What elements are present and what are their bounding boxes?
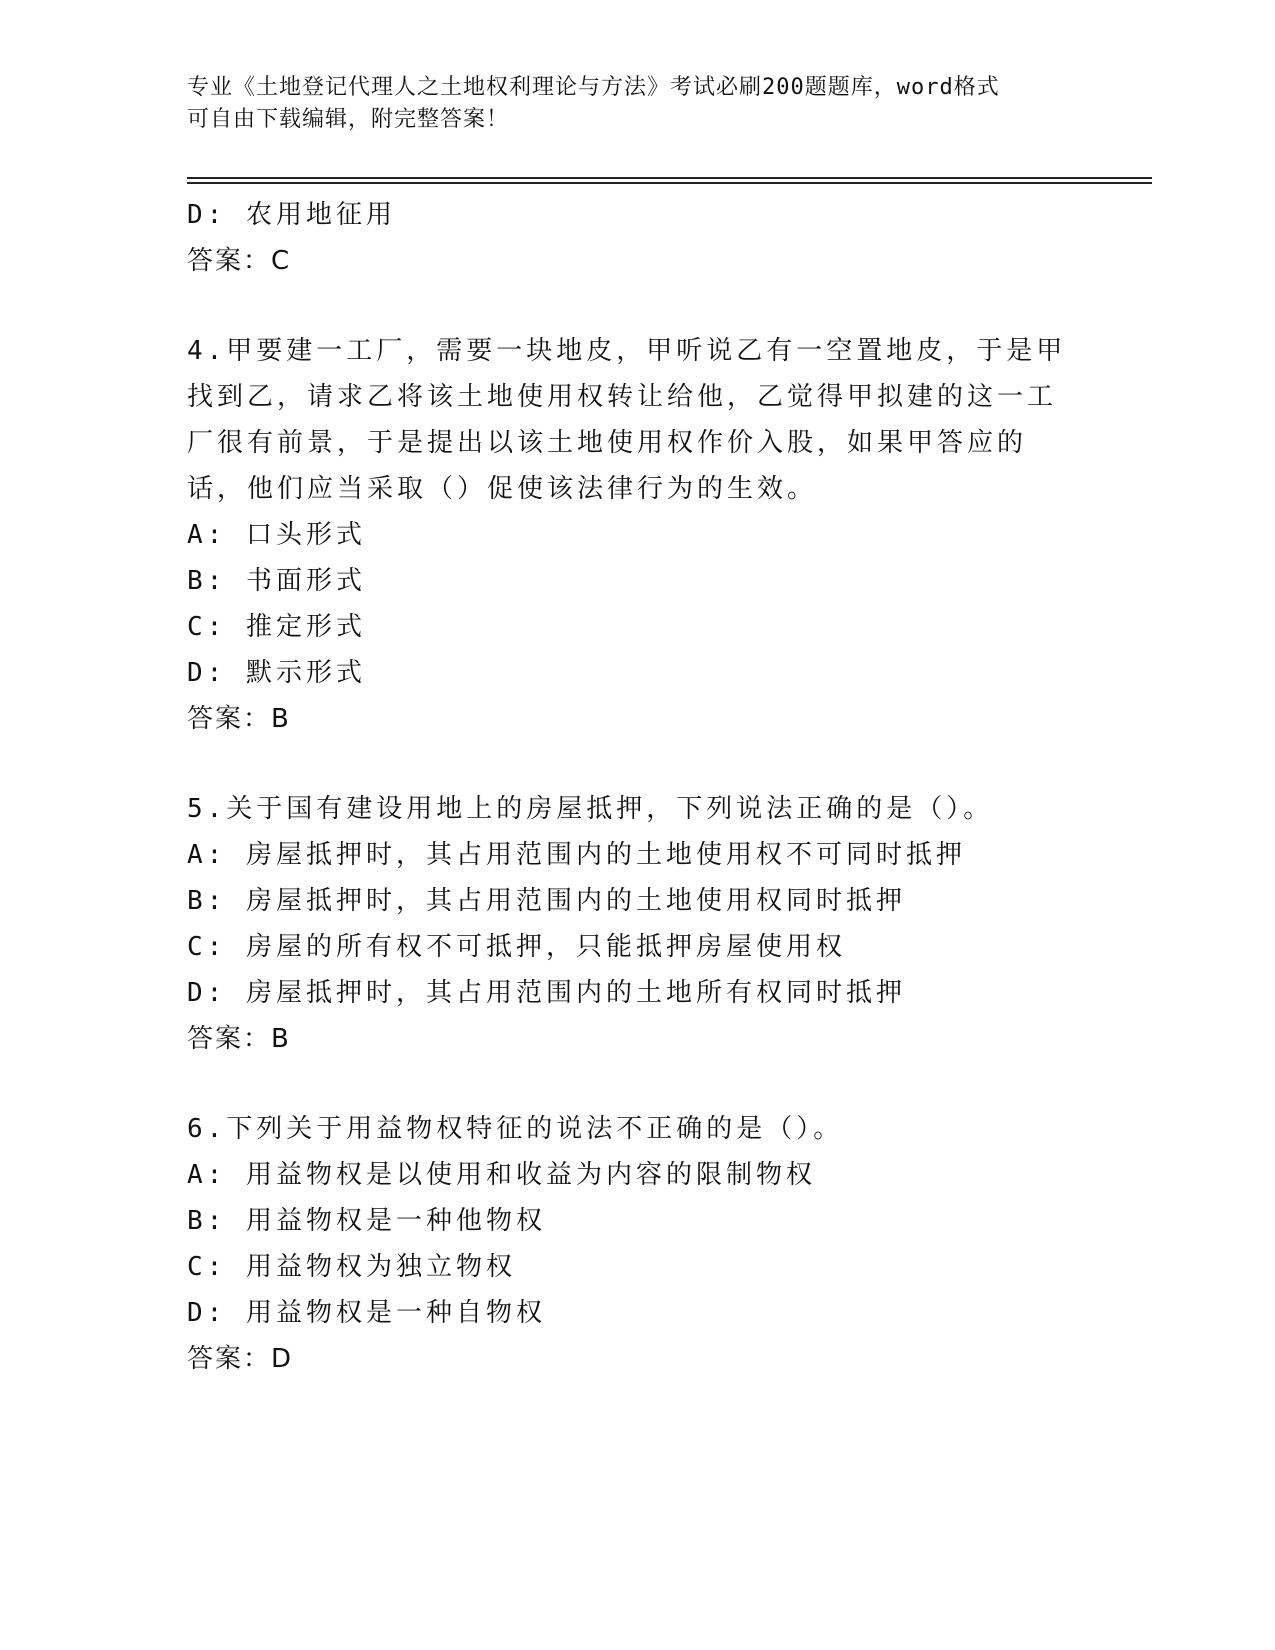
header-title-line-1: 专业《土地登记代理人之土地权利理论与方法》考试必刷200题题库，word格式 [187, 75, 1000, 100]
header-title-line-2: 可自由下载编辑，附完整答案！ [187, 107, 510, 132]
q5-answer: 答案：B [187, 1024, 291, 1054]
header-divider-bottom [187, 182, 1152, 184]
spacer [187, 1062, 1067, 1106]
q6-text: 6.下列关于用益物权特征的说法不正确的是（）。 [187, 1114, 844, 1144]
q6-option-c: C: 用益物权为独立物权 [187, 1252, 516, 1282]
q4-text: 4.甲要建一工厂，需要一块地皮，甲听说乙有一空置地皮，于是甲找到乙，请求乙将该土地使用权转让给他，乙觉得甲拟建的这一工厂很有前景，于是提出以该土地使用权作价入股，如果甲答应的话，他们应当采取（）促使该法律行为的生效。 [187, 336, 1067, 504]
q6-option-b: B: 用益物权是一种他物权 [187, 1206, 546, 1236]
q6-answer: 答案：D [187, 1344, 294, 1374]
q5-option-c: C: 房屋的所有权不可抵押，只能抵押房屋使用权 [187, 932, 846, 962]
q6-option-d: D: 用益物权是一种自物权 [187, 1298, 546, 1328]
q3-answer: 答案：C [187, 246, 292, 276]
q4-option-d: D: 默示形式 [187, 658, 366, 688]
question-6 [187, 1106, 1067, 1382]
q4-option-c: C: 推定形式 [187, 612, 366, 642]
spacer [187, 742, 1067, 786]
spacer [187, 284, 1067, 328]
q4-option-b: B: 书面形式 [187, 566, 366, 596]
q4-answer: 答案：B [187, 704, 291, 734]
q5-text: 5.关于国有建设用地上的房屋抵押，下列说法正确的是（）。 [187, 794, 994, 824]
q6-option-a: A: 用益物权是以使用和收益为内容的限制物权 [187, 1160, 816, 1190]
page-header [187, 72, 1067, 136]
q5-option-d: D: 房屋抵押时，其占用范围内的土地所有权同时抵押 [187, 978, 906, 1008]
question-4 [187, 328, 1067, 742]
question-3-tail [187, 192, 1067, 284]
q4-option-a: A: 口头形式 [187, 520, 366, 550]
q5-option-b: B: 房屋抵押时，其占用范围内的土地使用权同时抵押 [187, 886, 906, 916]
q5-option-a: A: 房屋抵押时，其占用范围内的土地使用权不可同时抵押 [187, 840, 966, 870]
question-list [187, 192, 1067, 1382]
header-divider-top [187, 177, 1152, 179]
q3-option-d: D: 农用地征用 [187, 200, 396, 230]
question-5 [187, 786, 1067, 1062]
